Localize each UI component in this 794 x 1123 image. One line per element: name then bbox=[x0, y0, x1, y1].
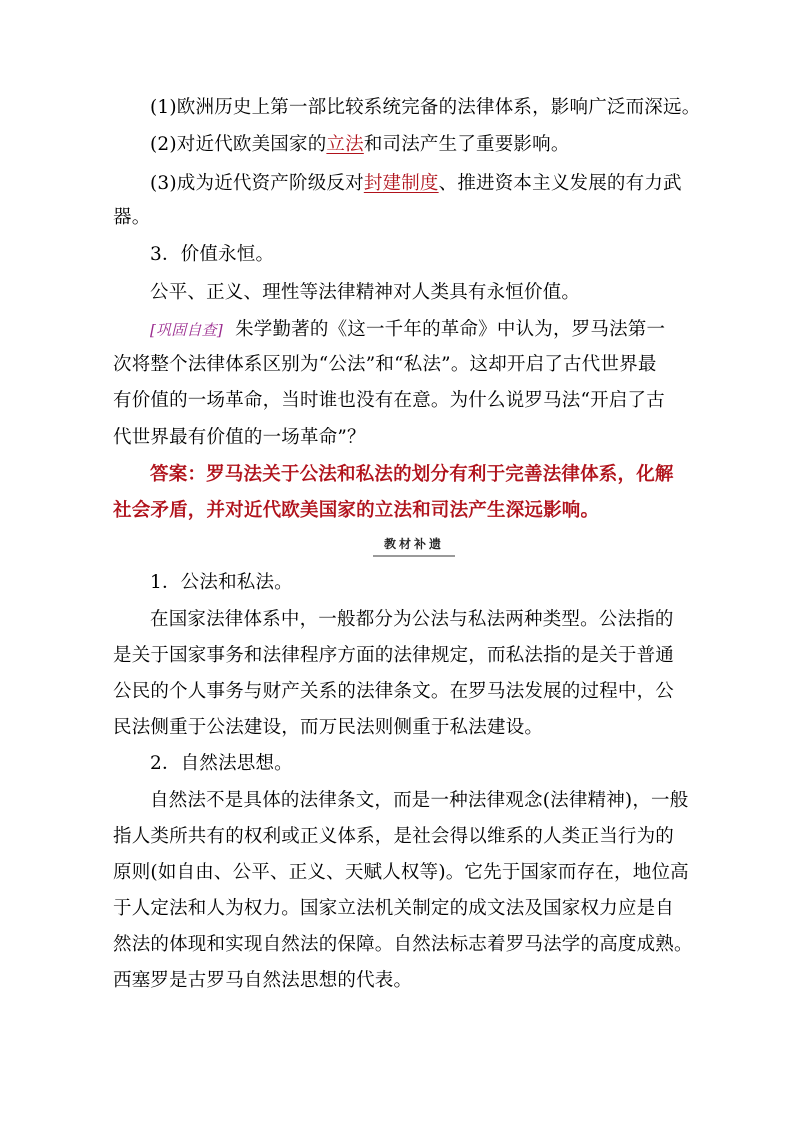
p1-line-4: 民法侧重于公法建设，而万民法则侧重于私法建设。 bbox=[113, 717, 544, 738]
list-item-1 bbox=[150, 96, 700, 120]
feudal-system-link[interactable]: 封建制度 bbox=[363, 173, 439, 194]
exercise-line-4: 代世界最有价值的一场革命”？ bbox=[113, 427, 366, 448]
list-item-2-text-post: 和司法产生了重要影响。 bbox=[363, 134, 570, 155]
review-tag: [巩固自查] bbox=[150, 321, 223, 339]
legislation-link[interactable]: 立法 bbox=[326, 134, 364, 155]
exercise-line-1 bbox=[150, 318, 665, 342]
section-divider bbox=[373, 555, 455, 557]
answer-label: 答案 bbox=[150, 464, 188, 485]
p2-line-1: 自然法不是具体的法律条文，而是一种法律观念(法律精神)，一般 bbox=[150, 790, 689, 811]
list-item-3-continued: 器。 bbox=[113, 207, 151, 228]
exercise-line-3: 有价值的一场革命，当时谁也没有在意。为什么说罗马法“开启了古 bbox=[113, 390, 665, 411]
p1-line-2: 是关于国家事务和法律程序方面的法律规定，而私法指的是关于普通 bbox=[113, 645, 675, 666]
p2-line-3: 原则(如自由、公平、正义、天赋人权等)。它先于国家而存在，地位高 bbox=[113, 862, 689, 883]
heading-value-eternal: 3．价值永恒。 bbox=[150, 244, 275, 265]
answer-line-2: 社会矛盾，并对近代欧美国家的立法和司法产生深远影响。 bbox=[113, 500, 600, 521]
list-item-3-text-pre: (3)成为近代资产阶级反对 bbox=[150, 173, 364, 194]
list-item-3 bbox=[150, 172, 682, 196]
p1-line-3: 公民的个人事务与财产关系的法律条文。在罗马法发展的过程中，公 bbox=[113, 681, 675, 702]
list-item-2-text-pre: (2)对近代欧美国家的 bbox=[150, 134, 327, 155]
p2-line-2: 指人类所共有的权利或正义体系，是社会得以维系的人类正当行为的 bbox=[113, 826, 675, 847]
heading-natural-law: 2．自然法思想。 bbox=[150, 753, 293, 774]
answer-line-1 bbox=[150, 463, 674, 487]
list-item-2 bbox=[150, 133, 570, 157]
list-item-3-text-post: 、推进资本主义发展的有力武 bbox=[438, 173, 682, 194]
exercise-text-1: 朱学勤著的《这一千年的革命》中认为，罗马法第一 bbox=[235, 319, 666, 340]
p2-line-5: 然法的体现和实现自然法的保障。自然法标志着罗马法学的高度成熟。 bbox=[113, 934, 693, 955]
heading-public-private-law: 1．公法和私法。 bbox=[150, 572, 293, 593]
p2-line-6: 西塞罗是古罗马自然法思想的代表。 bbox=[113, 970, 413, 991]
p2-line-4: 于人定法和人为权力。国家立法机关制定的成文法及国家权力应是自 bbox=[113, 898, 675, 919]
value-paragraph: 公平、正义、理性等法律精神对人类具有永恒价值。 bbox=[150, 282, 581, 303]
p1-line-1: 在国家法律体系中，一般都分为公法与私法两种类型。公法指的 bbox=[150, 609, 674, 630]
exercise-line-2: 次将整个法律体系区别为“公法”和“私法”。这却开启了古代世界最 bbox=[113, 354, 657, 375]
list-item-1-text: (1)欧洲历史上第一部比较系统完备的法律体系，影响广泛而深远。 bbox=[150, 97, 701, 118]
answer-text-1: ：罗马法关于公法和私法的划分有利于完善法律体系，化解 bbox=[187, 464, 674, 485]
section-title: 教材补遗 bbox=[383, 537, 444, 551]
